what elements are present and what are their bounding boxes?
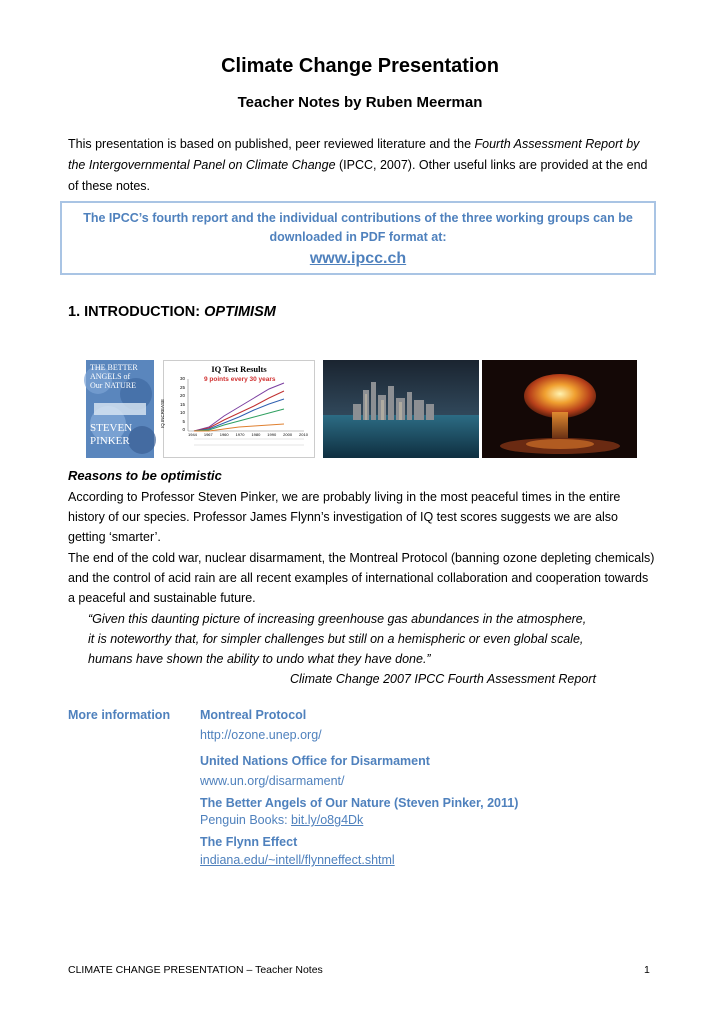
- book-author-line2: PINKER: [90, 435, 130, 447]
- xtick: 1980: [251, 432, 261, 437]
- flooded-city-image: [323, 360, 479, 458]
- flooded-city-graphic: [323, 360, 479, 458]
- info-url-flynn-effect: [200, 853, 395, 867]
- quote-source: Climate Change 2007 IPCC Fourth Assessment Report: [290, 672, 596, 686]
- info-title-montreal: Montreal Protocol: [200, 708, 307, 722]
- ytick: 0: [182, 427, 185, 432]
- book-cover-image: [86, 360, 154, 458]
- nuclear-explosion-graphic: [482, 360, 637, 458]
- iq-chart-ylabel: IQ INCREASE: [160, 398, 166, 429]
- info-title-un-disarmament: United Nations Office for Disarmament: [200, 754, 430, 768]
- ipcc-link[interactable]: www.ipcc.ch: [309, 250, 407, 267]
- nuclear-explosion-image: [482, 360, 637, 458]
- iq-chart-xticks: [188, 432, 308, 437]
- ipcc-quote: [88, 609, 648, 669]
- iq-chart-image: [160, 360, 315, 458]
- subheading-reasons: Reasons to be optimistic: [68, 468, 222, 483]
- xtick: 1990: [267, 432, 277, 437]
- quote-line: humans have shown the ability to undo what they have done.”: [88, 652, 431, 666]
- intro-paragraph: [68, 134, 658, 197]
- intro-text-1: This presentation is based on published, peer reviewed literature and the: [68, 137, 475, 151]
- xtick: 1960: [219, 432, 229, 437]
- info-url-better-angels: [200, 813, 363, 827]
- intro-text-2: (IPCC, 2007). Other useful links are provided at the end of these notes.: [68, 158, 648, 193]
- link-better-angels[interactable]: bit.ly/o8g4Dk: [291, 813, 364, 827]
- iq-chart-title: IQ Test Results: [211, 364, 267, 374]
- more-information-label: More information: [68, 708, 171, 722]
- book-title-line2: ANGELS of: [90, 372, 131, 381]
- intro-italic: Fourth Assessment Report by the Intergovernmental Panel on Climate Change: [68, 137, 640, 172]
- paragraph-pinker: According to Professor Steven Pinker, we are probably living in the most peaceful times in the entire history of our species. Professor James Flynn’s investigation of IQ test scores suggests we are also getting ‘smarter’.: [68, 490, 621, 544]
- book-title-line3: Our NATURE: [90, 381, 136, 390]
- page-number: 1: [644, 964, 650, 976]
- xtick: 2010: [299, 432, 308, 437]
- xtick: 2000: [283, 432, 293, 437]
- ytick: 10: [179, 410, 185, 415]
- paragraph-cooperation: The end of the cold war, nuclear disarmament, the Montreal Protocol (banning ozone depleting chemicals) and the control of acid rain are all recent examples of international collaboration and cooperation towards a peaceful and sustainable future.: [68, 551, 655, 605]
- xtick: 1944: [188, 432, 197, 437]
- link-un-disarmament[interactable]: www.un.org/disarmament/: [200, 774, 345, 788]
- footer-text: CLIMATE CHANGE PRESENTATION – Teacher Notes: [68, 964, 323, 976]
- ipcc-callout-text: The IPCC’s fourth report and the individual contributions of the three working groups can be downloaded in PDF format at:: [83, 211, 633, 244]
- iq-chart-plot: [164, 361, 316, 459]
- info-title-flynn-effect: The Flynn Effect: [200, 835, 298, 849]
- quote-line: “Given this daunting picture of increasing greenhouse gas abundances in the atmosphere,: [88, 612, 587, 626]
- ytick: 15: [179, 401, 185, 407]
- book-title-line1: THE BETTER: [90, 363, 138, 372]
- section-heading: [68, 304, 276, 320]
- iq-chart-annotation: 9 points every 30 years: [204, 376, 276, 383]
- info-title-better-angels: The Better Angels of Our Nature (Steven Pinker, 2011): [200, 796, 519, 810]
- xtick: 1967: [203, 432, 213, 437]
- ipcc-callout-box: [60, 201, 656, 275]
- link-montreal-protocol[interactable]: http://ozone.unep.org/: [200, 728, 322, 742]
- section-heading-italic: OPTIMISM: [204, 304, 276, 320]
- xtick: 1970: [235, 432, 245, 437]
- ytick: 20: [179, 393, 185, 398]
- link-flynn-effect[interactable]: indiana.edu/~intell/flynneffect.shtml: [200, 853, 395, 867]
- ytick: 5: [182, 418, 185, 424]
- quote-line: it is noteworthy that, for simpler challenges but still on a hemispheric or even global scale,: [88, 632, 584, 646]
- page-subtitle: Teacher Notes by Ruben Meerman: [237, 94, 483, 111]
- page-title: Climate Change Presentation: [221, 55, 499, 77]
- book-author-line1: STEVEN: [90, 422, 133, 434]
- penguin-books-label: Penguin Books:: [200, 813, 292, 827]
- section-heading-prefix: 1. INTRODUCTION:: [68, 304, 205, 320]
- ytick: 30: [179, 376, 185, 381]
- ytick: 25: [179, 384, 185, 390]
